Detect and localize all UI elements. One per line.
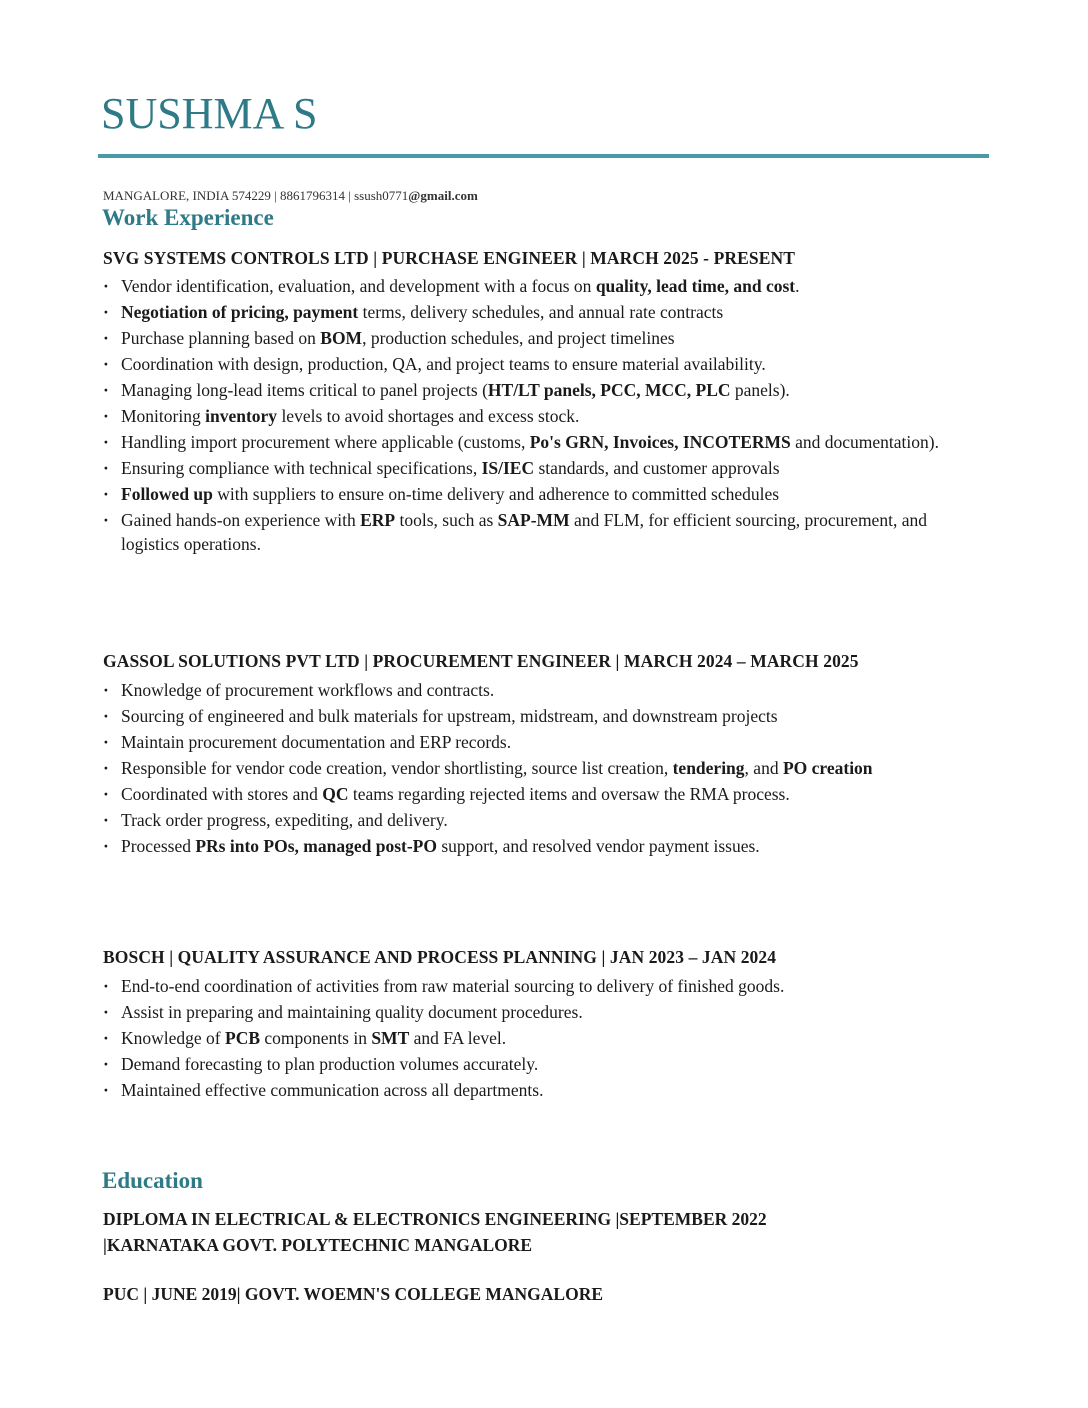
bullet-text: Sourcing of engineered and bulk materials for upstream, midstream, and downstream projects [121,706,778,726]
bullet-text-bold: BOM [320,328,363,348]
bullet-text: Assist in preparing and maintaining quality document procedures. [121,1002,583,1022]
bullet-text: standards, and customer approvals [534,458,780,478]
bullet-text: and FLM, for efficient sourcing, procurement, and logistics operations. [121,510,927,554]
bullet-text-bold: SMT [371,1028,410,1048]
bullet-text-bold: Followed up [121,484,213,504]
bullet-text: teams regarding rejected items and oversaw the RMA process. [348,784,790,804]
education-diploma-line2: |KARNATAKA GOVT. POLYTECHNIC MANGALORE [103,1235,533,1255]
bullet-item [103,1026,983,1050]
education-entry-puc [103,1281,603,1307]
bullet-text-bold: SAP-MM [497,510,570,530]
bullet-text: Ensuring compliance with technical specifications, [121,458,482,478]
education-heading: Education [102,1168,203,1193]
bullet-item [103,808,983,832]
bullet-item [103,352,983,376]
job-bullets-gassol [103,678,983,860]
bullet-item [103,300,983,324]
bullet-text: Demand forecasting to plan production volumes accurately. [121,1054,539,1074]
bullet-text: Processed [121,836,196,856]
bullet-item [103,1000,983,1024]
bullet-text-bold: inventory [205,406,278,426]
bullet-item [103,404,983,428]
bullet-item [103,782,983,806]
bullet-text: and documentation). [790,432,939,452]
bullet-text-bold: tendering [672,758,745,778]
bullet-text: tools, such as [395,510,498,530]
candidate-name: SUSHMA S [101,89,318,138]
bullet-text: support, and resolved vendor payment issues. [436,836,760,856]
bullet-text: , and [744,758,783,778]
bullet-text-bold: Negotiation of pricing, payment [121,302,359,322]
bullet-item [103,1052,983,1076]
bullet-text: Knowledge of procurement workflows and contracts. [121,680,495,700]
bullet-text-bold: HT/LT panels, PCC, MCC, PLC [487,380,731,400]
bullet-text: Gained hands-on experience with [121,510,361,530]
education-puc-line1: PUC | JUNE 2019| GOVT. WOEMN'S COLLEGE MANGALORE [103,1284,604,1304]
header-divider [98,154,989,158]
bullet-text: panels). [730,380,790,400]
job-heading-bosch: BOSCH | QUALITY ASSURANCE AND PROCESS PLANNING | JAN 2023 – JAN 2024 [103,947,777,967]
bullet-item [103,756,983,780]
bullet-item [103,730,983,754]
contact-text: MANGALORE, INDIA 574229 | 8861796314 | ssush0771 [103,188,409,203]
bullet-text-bold: PCB [225,1028,261,1048]
bullet-text-bold: quality, lead time, and cost [595,276,796,296]
bullet-text: Maintained effective communication across all departments. [121,1080,544,1100]
bullet-text: Vendor identification, evaluation, and development with a focus on [121,276,596,296]
contact-email-domain: @gmail.com [408,188,478,203]
bullet-item [103,274,983,298]
bullet-text-bold: ERP [360,510,396,530]
bullet-item [103,456,983,480]
bullet-item [103,378,983,402]
bullet-item [103,430,983,454]
job-heading-svg: SVG SYSTEMS CONTROLS LTD | PURCHASE ENGINEER | MARCH 2025 - PRESENT [103,248,796,268]
bullet-text-bold: QC [322,784,349,804]
education-diploma-line1: DIPLOMA IN ELECTRICAL & ELECTRONICS ENGINEERING |SEPTEMBER 2022 [103,1209,767,1229]
work-experience-heading: Work Experience [102,205,274,230]
bullet-text: Purchase planning based on [121,328,321,348]
bullet-item [103,834,983,858]
bullet-text: with suppliers to ensure on-time delivery and adherence to committed schedules [212,484,780,504]
bullet-text: Coordination with design, production, QA, and project teams to ensure material availability. [121,354,766,374]
job-bullets-svg [103,274,983,558]
bullet-text: End-to-end coordination of activities from raw material sourcing to delivery of finished goods. [121,976,785,996]
bullet-text: Coordinated with stores and [121,784,323,804]
bullet-text: Responsible for vendor code creation, vendor shortlisting, source list creation, [121,758,673,778]
bullet-item [103,1078,983,1102]
bullet-text: Handling import procurement where applicable (customs, [121,432,530,452]
bullet-text: Managing long-lead items critical to panel projects ( [121,380,488,400]
education-entry-diploma [103,1206,767,1258]
bullet-item [103,482,983,506]
bullet-text: Maintain procurement documentation and ERP records. [121,732,512,752]
bullet-text: levels to avoid shortages and excess stock. [277,406,580,426]
bullet-item [103,326,983,350]
bullet-text: Knowledge of [121,1028,226,1048]
bullet-text: Track order progress, expediting, and delivery. [121,810,448,830]
bullet-text: terms, delivery schedules, and annual rate contracts [358,302,724,322]
bullet-item [103,508,983,556]
bullet-item [103,678,983,702]
bullet-text: components in [260,1028,372,1048]
bullet-text: Monitoring [121,406,206,426]
bullet-text-bold: Po's GRN, Invoices, INCOTERMS [529,432,791,452]
bullet-item [103,704,983,728]
bullet-text: and FA level. [409,1028,507,1048]
bullet-text: . [795,276,800,296]
job-heading-gassol: GASSOL SOLUTIONS PVT LTD | PROCUREMENT ENGINEER | MARCH 2024 – MARCH 2025 [103,651,859,671]
bullet-text-bold: IS/IEC [481,458,535,478]
bullet-text: , production schedules, and project timelines [362,328,675,348]
contact-line [103,188,478,204]
bullet-text-bold: PO creation [782,758,873,778]
bullet-text-bold: PRs into POs, managed post-PO [195,836,437,856]
bullet-item [103,974,983,998]
job-bullets-bosch [103,974,983,1104]
